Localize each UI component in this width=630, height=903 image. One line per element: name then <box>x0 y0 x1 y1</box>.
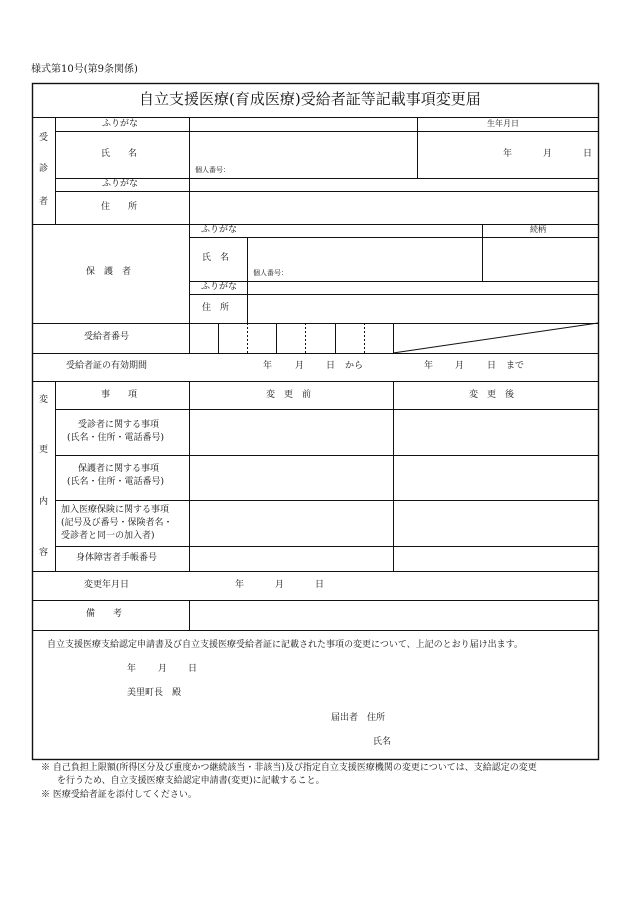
patient-furigana-field[interactable] <box>190 118 417 131</box>
form-number: 様式第10号(第9条関係) <box>31 64 138 75</box>
change-row-1-before-field[interactable] <box>190 410 393 455</box>
patient-address-label: 住 所 <box>101 202 138 212</box>
declaration-text: 自立支援医療支給認定申請書及び自立支援医療受給者証に記載された事項の変更について、上記のとおり届け出ます。 <box>47 640 523 650</box>
note-1-line-2: を行うため、自立支援医療支給認定申請書(変更)に記載すること。 <box>57 776 325 786</box>
guardian-name-field[interactable] <box>248 238 482 281</box>
change-row-1-after-field[interactable] <box>394 410 598 455</box>
declaration-month: 月 <box>158 664 168 674</box>
applicant-address-label: 届出者 住所 <box>331 713 386 723</box>
patient-furigana2-label: ふりがな <box>102 179 139 189</box>
validity-from-suffix: から <box>345 361 364 371</box>
guardian-relation-label: 続柄 <box>530 225 546 234</box>
change-after-header: 変 更 後 <box>469 390 515 400</box>
change-section-char-2: 更 <box>39 445 49 455</box>
change-row-3-line-2: (記号及び番号・保険者名・ <box>61 518 173 528</box>
patient-individual-number-label: 個人番号： <box>195 166 230 174</box>
guardian-furigana2-label: ふりがな <box>201 282 238 292</box>
change-row-3-after-field[interactable] <box>394 501 598 546</box>
change-row-4-line-1: 身体障害者手帳番号 <box>76 553 158 563</box>
guardian-address-field[interactable] <box>248 295 598 323</box>
change-row-1-line-2: (氏名・住所・電話番号) <box>67 433 165 443</box>
change-row-3-line-1: 加入医療保険に関する事項 <box>61 505 170 515</box>
declaration-day: 日 <box>188 664 198 674</box>
change-row-2-after-field[interactable] <box>394 456 598 500</box>
note-1-line-1: ※ 自己負担上限額(所得区分及び重度かつ継続該当・非該当)及び指定自立支援医療機関の変更については、支給認定の変更 <box>41 763 537 773</box>
remarks-field[interactable] <box>190 601 598 630</box>
change-section-char-4: 容 <box>39 548 49 558</box>
remarks-label: 備 考 <box>86 609 123 619</box>
patient-section-char-1: 受 <box>39 133 49 143</box>
applicant-address-field[interactable] <box>400 708 590 728</box>
change-date-month: 月 <box>275 580 285 590</box>
patient-name-field[interactable] <box>190 132 417 178</box>
patient-address-furigana-field[interactable] <box>190 179 598 191</box>
change-date-year: 年 <box>235 580 245 590</box>
guardian-label: 保 護 者 <box>86 267 132 277</box>
change-row-3-line-3: 受診者と同一の加入者) <box>61 531 155 541</box>
applicant-name-field[interactable] <box>400 732 590 752</box>
recipient-number-label: 受給者番号 <box>84 332 130 342</box>
form-title: 自立支援医療(育成医療)受給者証等記載事項変更届 <box>139 90 481 108</box>
change-section-char-1: 変 <box>39 395 49 405</box>
patient-birthdate-field[interactable] <box>418 132 598 178</box>
change-date-label: 変更年月日 <box>84 580 130 590</box>
birthdate-year: 年 <box>503 149 513 159</box>
change-row-4-before-field[interactable] <box>190 547 393 571</box>
change-row-2-line-1: 保護者に関する事項 <box>78 464 160 474</box>
change-item-header: 事 項 <box>101 390 138 400</box>
change-row-2-before-field[interactable] <box>190 456 393 500</box>
change-row-1-line-1: 受診者に関する事項 <box>78 420 160 430</box>
declaration-year: 年 <box>127 664 137 674</box>
change-section-char-3: 内 <box>39 497 49 507</box>
change-row-4-after-field[interactable] <box>394 547 598 571</box>
recipient-number-field[interactable] <box>190 324 393 353</box>
guardian-individual-number-label: 個人番号： <box>253 269 288 277</box>
birthdate-month: 月 <box>543 149 553 159</box>
patient-address-field[interactable] <box>190 192 598 224</box>
applicant-name-label: 氏名 <box>373 737 392 747</box>
validity-from-month: 月 <box>295 361 305 371</box>
birthdate-label: 生年月日 <box>487 119 519 128</box>
validity-to-day: 日 <box>487 361 497 371</box>
guardian-furigana-label: ふりがな <box>201 225 238 235</box>
guardian-relation-field[interactable] <box>483 238 598 281</box>
change-date-day: 日 <box>315 580 325 590</box>
validity-from-year: 年 <box>263 361 273 371</box>
validity-from-day: 日 <box>326 361 336 371</box>
validity-to-suffix: まで <box>506 361 525 371</box>
change-date-field[interactable] <box>190 572 598 600</box>
patient-furigana-label: ふりがな <box>102 119 139 129</box>
declaration-addressee: 美里町長 殿 <box>127 688 182 698</box>
patient-section-char-2: 診 <box>39 164 49 174</box>
birthdate-day: 日 <box>583 149 593 159</box>
change-row-2-line-2: (氏名・住所・電話番号) <box>67 477 165 487</box>
guardian-furigana-field[interactable] <box>248 225 482 237</box>
patient-name-label: 氏 名 <box>101 149 138 159</box>
guardian-name-label: 氏 名 <box>202 253 230 263</box>
change-row-3-before-field[interactable] <box>190 501 393 546</box>
validity-to-month: 月 <box>455 361 465 371</box>
validity-to-year: 年 <box>424 361 434 371</box>
note-2: ※ 医療受給者証を添付してください。 <box>41 790 197 800</box>
change-before-header: 変 更 前 <box>266 390 312 400</box>
guardian-address-furigana-field[interactable] <box>248 282 598 294</box>
validity-label: 受給者証の有効期間 <box>66 361 148 371</box>
patient-section-char-3: 者 <box>39 197 49 207</box>
guardian-address-label: 住 所 <box>202 303 230 313</box>
